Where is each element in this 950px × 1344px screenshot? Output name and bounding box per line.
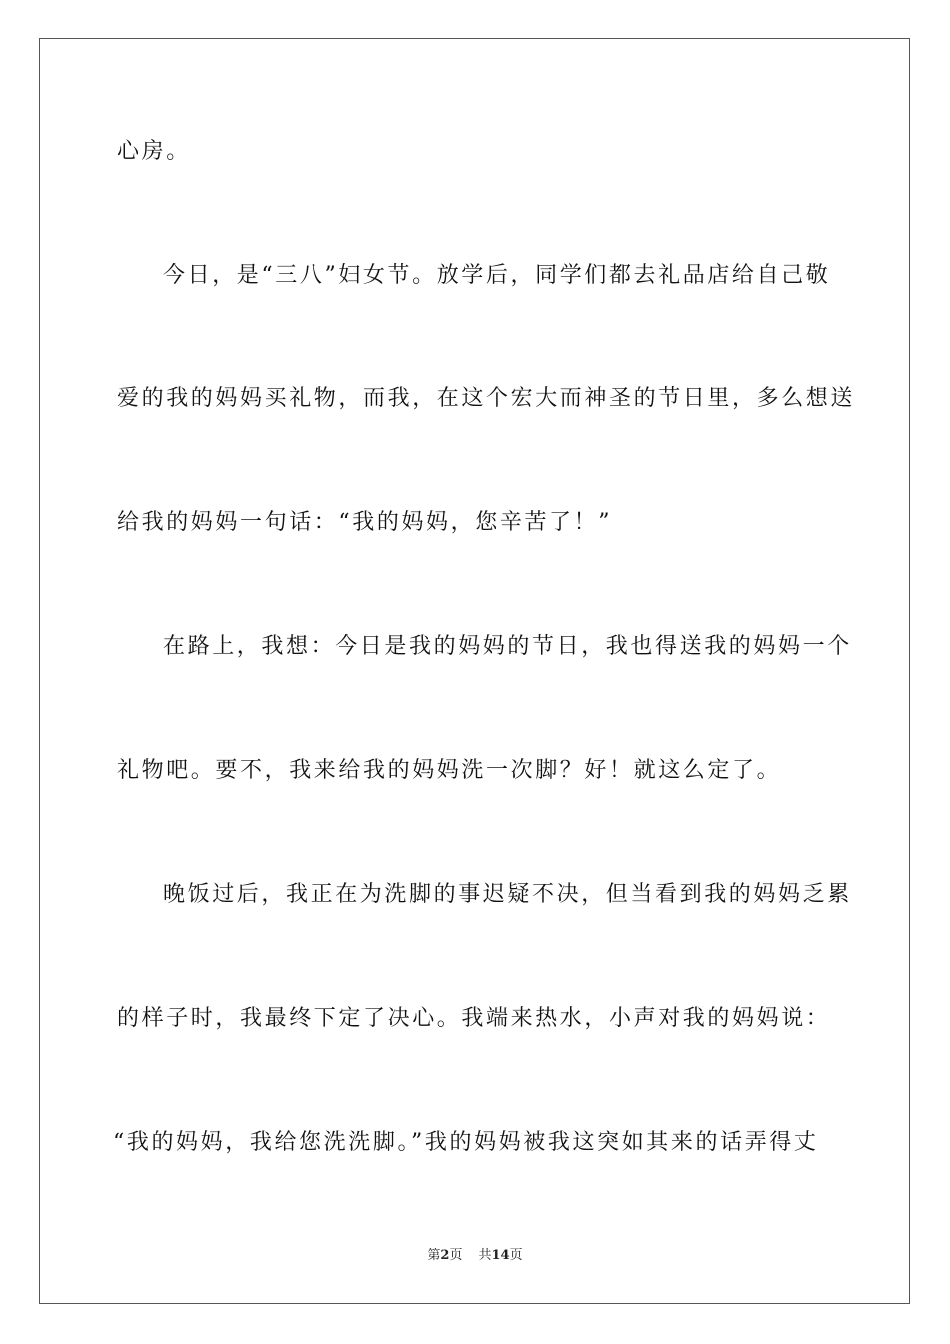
text-line: 爱的我的妈妈买礼物，而我，在这个宏大而神圣的节日里，多么想送 (117, 386, 856, 411)
text-line: 的样子时，我最终下定了决心。我端来热水，小声对我的妈妈说： (117, 1006, 831, 1031)
text-line: “我的妈妈，我给您洗洗脚。”我的妈妈被我这突如其来的话弄得丈 (113, 1130, 819, 1155)
paragraph-start-line: 晚饭过后，我正在为洗脚的事迟疑不决，但当看到我的妈妈乏累 (163, 882, 852, 907)
text-line: 心房。 (117, 139, 191, 164)
page-border (39, 38, 910, 1304)
page-total: 共14页 (478, 1248, 523, 1263)
paragraph-start-line: 今日，是“三八”妇女节。放学后，同学们都去礼品店给自己敬 (163, 263, 831, 288)
page-number: 第2页 (427, 1248, 463, 1263)
text-line: 给我的妈妈一句话：“我的妈妈，您辛苦了！” (117, 510, 613, 535)
paragraph-start-line: 在路上，我想：今日是我的妈妈的节日，我也得送我的妈妈一个 (163, 634, 852, 659)
text-line: 礼物吧。要不，我来给我的妈妈洗一次脚？好！就这么定了。 (117, 758, 782, 783)
page-footer (0, 1247, 950, 1265)
